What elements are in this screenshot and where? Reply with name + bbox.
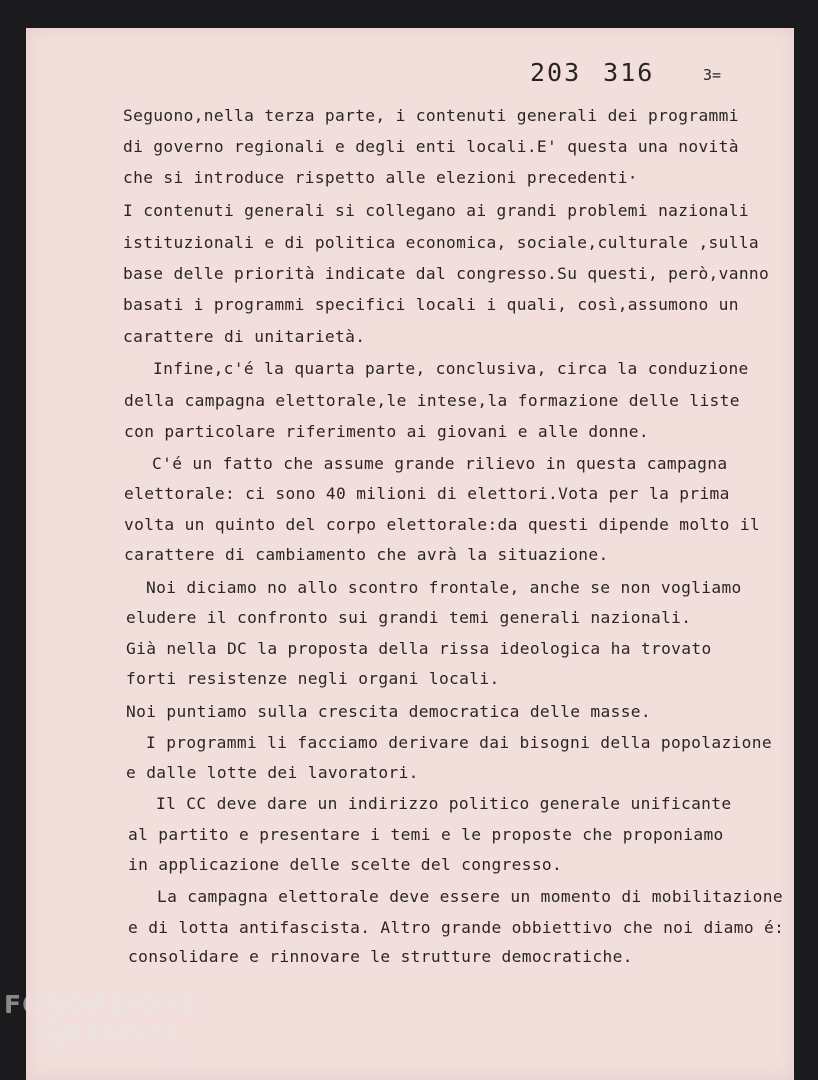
text-line: in applicazione delle scelte del congresso. <box>128 855 563 874</box>
text-line: I contenuti generali si collegano ai grandi problemi nazionali <box>123 201 749 220</box>
page-number <box>530 58 654 87</box>
text-line: base delle priorità indicate dal congresso.Su questi, però,vanno <box>123 264 770 283</box>
page-mark: 3= <box>703 66 722 84</box>
text-line: Già nella DC la proposta della rissa ideologica ha trovato <box>126 639 712 658</box>
text-line: basati i programmi specifici locali i quali, così,assumono un <box>123 295 739 314</box>
text-line: Noi puntiamo sulla crescita democratica delle masse. <box>126 702 651 721</box>
text-line: consolidare e rinnovare le strutture democratiche. <box>128 947 633 966</box>
page-number-part-2: 316 <box>603 58 655 87</box>
text-line: carattere di cambiamento che avrà la situazione. <box>124 545 609 564</box>
text-line: e di lotta antifascista. Altro grande obbiettivo che noi diamo é: <box>128 918 785 937</box>
text-line: Seguono,nella terza parte, i contenuti generali dei programmi <box>123 106 739 125</box>
page-number-part-1: 203 <box>530 58 582 87</box>
text-line: I programmi li facciamo derivare dai bisogni della popolazione <box>146 733 772 752</box>
text-line: volta un quinto del corpo elettorale:da questi dipende molto il <box>124 515 761 534</box>
watermark-line-1: FONDAZIONE <box>4 990 201 1019</box>
text-line: La campagna elettorale deve essere un momento di mobilitazione <box>157 887 783 906</box>
watermark-line-2: RAMSCI <box>62 1020 178 1049</box>
text-line: con particolare riferimento ai giovani e alle donne. <box>124 422 649 441</box>
text-line: eludere il confronto sui grandi temi generali nazionali. <box>126 608 692 627</box>
text-line: forti resistenze negli organi locali. <box>126 669 500 688</box>
text-line: che si introduce rispetto alle elezioni precedenti· <box>123 168 638 187</box>
fondazione-gramsci-watermark <box>4 990 204 1078</box>
text-line: carattere di unitarietà. <box>123 327 366 346</box>
gramsci-g-logo-icon <box>34 1018 62 1052</box>
text-line: C'é un fatto che assume grande rilievo in questa campagna <box>152 454 728 473</box>
watermark-sub: onlus <box>162 1052 189 1062</box>
text-line: elettorale: ci sono 40 milioni di elettori.Vota per la prima <box>124 484 730 503</box>
text-line: di governo regionali e degli enti locali.E' questa una novità <box>123 137 739 156</box>
text-line: al partito e presentare i temi e le proposte che proponiamo <box>128 825 724 844</box>
text-line: Noi diciamo no allo scontro frontale, anche se non vogliamo <box>146 578 742 597</box>
text-line: della campagna elettorale,le intese,la formazione delle liste <box>124 391 740 410</box>
text-line: istituzionali e di politica economica, sociale,culturale ,sulla <box>123 233 760 252</box>
text-line: Il CC deve dare un indirizzo politico generale unificante <box>156 794 732 813</box>
text-line: Infine,c'é la quarta parte, conclusiva, circa la conduzione <box>153 359 749 378</box>
text-line: e dalle lotte dei lavoratori. <box>126 763 419 782</box>
